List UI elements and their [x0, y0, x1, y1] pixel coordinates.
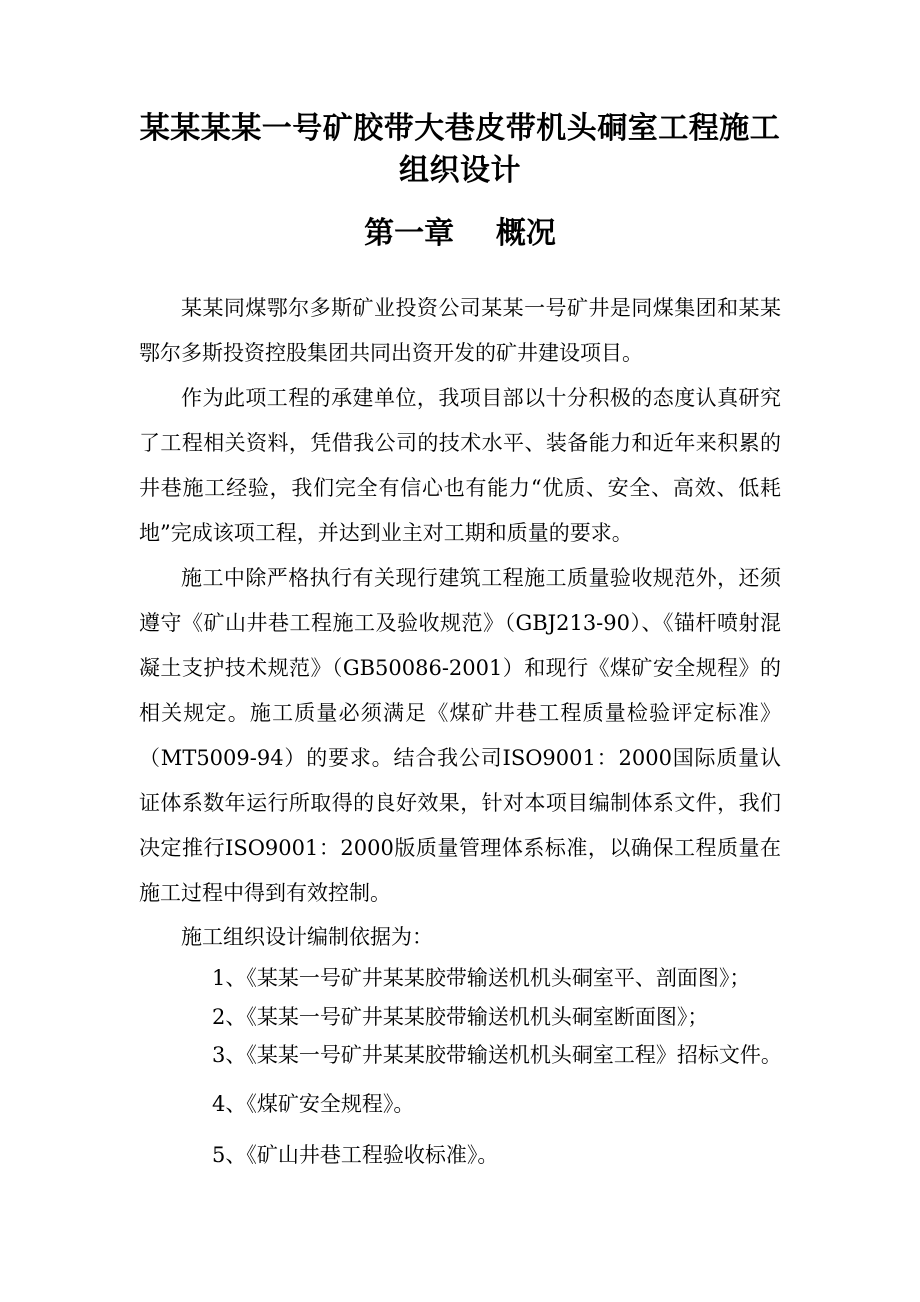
basis-list-item: 2、《某某一号矿井某某胶带输送机机头硐室断面图》；: [212, 1005, 709, 1029]
paragraph-quality-standards: 施工中除严格执行有关现行建筑工程施工质量验收规范外，还须遵守《矿山井巷工程施工及验收规范》（GBJ213-90）、《锚杆喷射混凝土支护技术规范》（GB50086-2001）和现行《煤矿安全规程》的相关规定。施工质量必须满足《煤矿井巷工程质量检验评定标准》（MT5009-94）的要求。结合我公司ISO9001：2000国际质量认证体系数年运行所取得的良好效果，针对本项目编制体系文件，我们决定推行ISO9001：2000版质量管理体系标准，以确保工程质量在施工过程中得到有效控制。: [139, 566, 781, 905]
paragraph-project-overview: 某某同煤鄂尔多斯矿业投资公司某某一号矿井是同煤集团和某某鄂尔多斯投资控股集团共同出资开发的矿井建设项目。: [139, 296, 781, 365]
basis-list-item: 3、《某某一号矿井某某胶带输送机机头硐室工程》招标文件。: [212, 1043, 782, 1067]
paragraph-contractor-commitment: 作为此项工程的承建单位，我项目部以十分积极的态度认真研究了工程相关资料，凭借我公司的技术水平、装备能力和近年来积累的井巷施工经验，我们完全有信心也有能力“优质、安全、高效、低耗地”完成该项工程，并达到业主对工期和质量的要求。: [139, 386, 781, 545]
basis-heading: 施工组织设计编制依据为：: [181, 925, 433, 949]
document-title: 某某某某一号矿胶带大巷皮带机头硐室工程施工组织设计: [139, 111, 781, 188]
basis-list-item: 5、《矿山井巷工程验收标准》。: [212, 1143, 499, 1167]
basis-list-item: 1、《某某一号矿井某某胶带输送机机头硐室平、剖面图》；: [212, 966, 751, 990]
chapter-title: 第一章 概况: [364, 216, 556, 251]
basis-list-item: 4、《煤矿安全规程》。: [212, 1092, 415, 1116]
